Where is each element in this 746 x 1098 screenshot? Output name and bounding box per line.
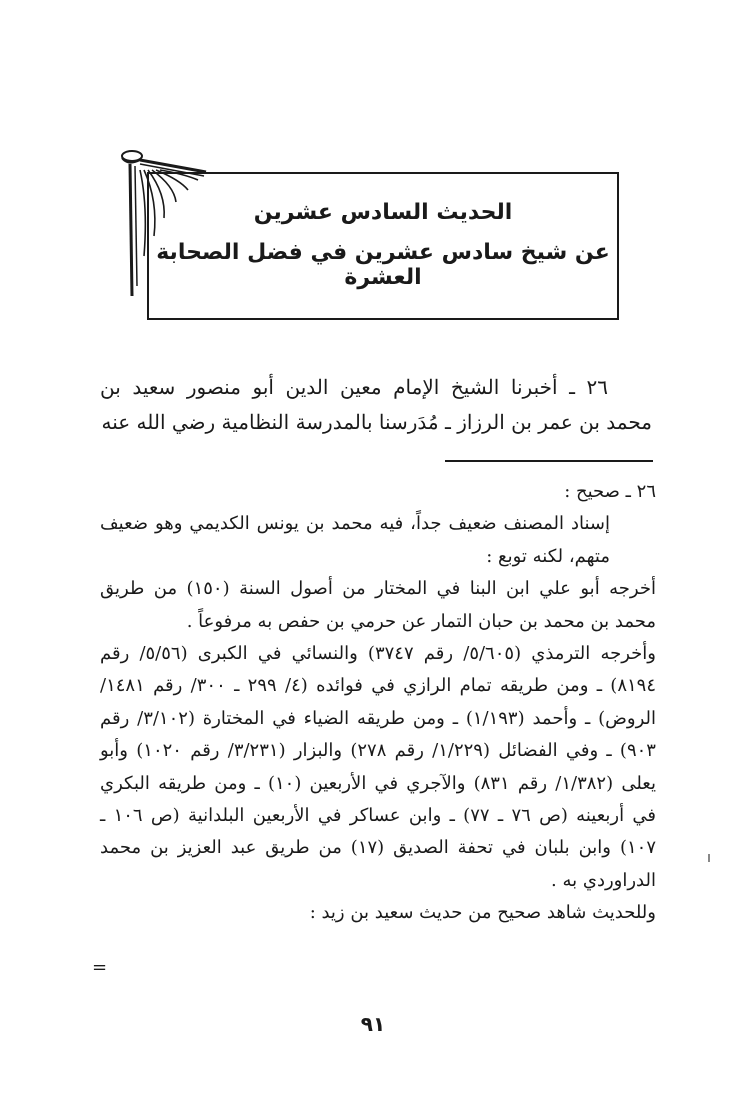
footnote-paragraph: إسناد المصنف ضعيف جداً، فيه محمد بن يونس الكديمي وهو ضعيف متهم، لكنه توبع : — [100, 513, 610, 567]
chapter-title: الحديث السادس عشرين — [253, 200, 513, 225]
page-number: ٩١ — [360, 1012, 386, 1036]
footnote-divider — [445, 460, 653, 462]
margin-mark — [708, 854, 710, 862]
continuation-mark: = — [92, 957, 108, 978]
hadith-paragraph: ٢٦ ـ أخبرنا الشيخ الإمام معين الدين أبو منصور سعيد بن محمد بن عمر بن الرزاز ـ مُدَرسنا بالمدرسة النظامية رضي الله عنه — [100, 375, 652, 434]
footnote-paragraph: وأخرجه الترمذي (٥/٦٠٥/ رقم ٣٧٤٧) والنسائي في الكبرى (٥/٥٦/ رقم ٨١٩٤) ـ ومن طريقه تمام الرازي في فوائده (٤/ ٢٩٩ ـ ٣٠٠/ رقم ١٤٨١/ الروض) ـ وأحمد (١/١٩٣) ـ ومن طريقه الضياء في المختارة (٣/١٠٢/ رقم ٩٠٣) ـ وفي الفضائل (١/٢٢٩/ رقم ٢٧٨) والبزار (٣/٢٣١/ رقم ١٠٢٠) وأبو يعلى (١/٣٨٢/ رقم ٨٣١) والآجري في الأربعين (١٠) ـ ومن طريقه البكري في أربعينه (ص ٧٦ ـ ٧٧) ـ وابن عساكر في الأربعين البلدانية (ص ١٠٦ ـ ١٠٧) وابن بلبان في تحفة الصديق (١٧) من طريق عبد العزيز بن محمد الدراوردي به . — [100, 643, 657, 891]
footnote-heading: ٢٦ ـ صحيح : — [564, 481, 656, 502]
footnote-paragraph: أخرجه أبو علي ابن البنا في المختار من أصول السنة (١٥٠) من طريق محمد بن محمد بن حبان التمار عن حرمي بن حفص به مرفوعاً . — [100, 578, 656, 632]
hadith-text — [100, 370, 652, 440]
chapter-subtitle: عن شيخ سادس عشرين في فضل الصحابة العشرة — [156, 240, 610, 290]
footnote-paragraph: وللحديث شاهد صحيح من حديث سعيد بن زيد : — [309, 902, 656, 924]
footnotes — [100, 476, 656, 930]
